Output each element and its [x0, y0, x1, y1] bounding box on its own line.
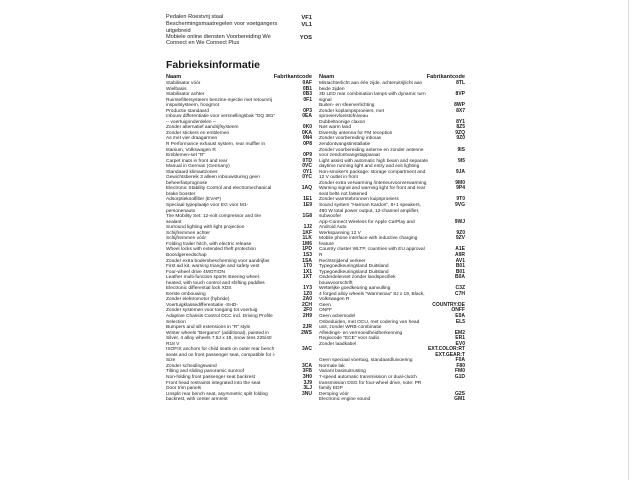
- left-rows-container: [166, 81, 312, 403]
- manufacturer-code: 1PD: [302, 246, 312, 253]
- factory-info-row: [319, 220, 465, 231]
- equipment-name: Schijfremmen vóór: [166, 236, 206, 242]
- manufacturer-code: 9Z0: [456, 229, 465, 236]
- factory-info-row: [166, 114, 312, 125]
- manufacturer-code: 2H9: [302, 312, 312, 319]
- equipment-name: 3D LED rear combination lamps with dynamic turn signal: [319, 92, 426, 103]
- equipment-name: R: [319, 252, 323, 258]
- equipment-name: Zonder laadkabel: [319, 341, 357, 347]
- manufacturer-code: 0KA: [301, 129, 312, 136]
- equipment-name: 7-speed automatic transmission or dual-clutch transmission DSG for four-wheel drive, note: PR family EDP: [319, 374, 422, 392]
- equipment-name: Inbouw differentiatie voor versnellingsbak "DQ 381" -- voertuigonderdelen --: [166, 114, 276, 125]
- top-equipment-row: [166, 34, 312, 47]
- manufacturer-code: 8WP: [454, 102, 465, 109]
- manufacturer-code: 8Y1: [456, 118, 465, 125]
- equipment-name: Geen actiemodel: [319, 313, 356, 319]
- equipment-name: R Performance exhaust system, rear muffler in titanium, Volkswagen R: [166, 142, 266, 153]
- manufacturer-code: G2S: [454, 390, 465, 397]
- factory-info-row: [319, 92, 465, 103]
- factory-info-row: [166, 275, 312, 286]
- equipment-name: Eerste ombouwing: [166, 291, 206, 297]
- equipment-name: Ruimtefiltersysteem benzine-injectie met retourvrij inspuitsysteem, hoogmot: [166, 97, 273, 109]
- manufacturer-code: 3NU: [301, 390, 312, 397]
- factory-info-row: [319, 186, 465, 197]
- manufacturer-code: ER1: [455, 335, 465, 342]
- equipment-name: Zonder warmtebronnen kuipsproeiers: [319, 197, 399, 203]
- factory-info-row: [319, 203, 465, 220]
- equipment-name: Geen: [319, 302, 331, 308]
- equipment-name: Adsorptiekoolfilter (EVAP): [166, 197, 222, 203]
- factory-info-row: [319, 81, 465, 92]
- manufacturer-code: 9M0: [455, 179, 465, 186]
- equipment-name: As met vier draagarmen: [166, 136, 218, 142]
- factory-info-row: [319, 397, 465, 403]
- equipment-name: Onbeduiden, met OCU, met codering van head unit, zonder WRB-combinatie: [319, 319, 420, 331]
- equipment-name: Zonder systemen voor toegang tot voertuig: [166, 308, 258, 314]
- equipment-name: Onderdelenset zonder landspecifiek bouwvoorschrift: [319, 275, 396, 286]
- page-edge-divider: [628, 0, 629, 480]
- equipment-code: VL1: [301, 22, 312, 29]
- equipment-name: Front head restraints integrated into the seat: [166, 380, 261, 386]
- manufacturer-code: 8VP: [455, 91, 465, 98]
- equipment-name: Warning signal and warning light for front and rear seat belts not fastened: [319, 186, 426, 197]
- manufacturer-code: 0Y1: [303, 168, 312, 175]
- manufacturer-code: 1Y3: [303, 285, 312, 292]
- manufacturer-code: 2WS: [301, 329, 312, 336]
- equipment-name: Winter wheels "Bergamo" (additional), painted in Silver, 4 alloy wheels 7.5J x 18, snow tires 225/40 R18 V: [166, 330, 272, 347]
- equipment-name: Emblemen-set "R": [166, 153, 206, 159]
- equipment-name: Beschermingsmaatregelen voor voetgangers uitgebreid: [166, 21, 278, 34]
- factory-info-row: [166, 314, 312, 325]
- manufacturer-code: ONFF: [451, 307, 465, 314]
- manufacturer-code: C3Z: [455, 285, 465, 292]
- factory-info-row: [166, 331, 312, 348]
- manufacturer-code: 2JR: [302, 324, 312, 331]
- manufacturer-code: 1LK: [302, 235, 312, 242]
- equipment-name: App-Connect Wireless for Apple CarPlay and Android Auto: [319, 219, 415, 231]
- factory-info-row: [166, 392, 312, 403]
- equipment-name: Productie standaard: [166, 108, 209, 114]
- equipment-name: Rechtsrijdend verkeer: [319, 258, 366, 264]
- equipment-name: Sound system "Harman Kardon", 8+1 speakers, 480 W total power output, 12-channel amplifier, subwoofer: [319, 203, 421, 220]
- equipment-name: Mobiele online diensten Voorbereiding We Connect en We Connect Plus: [166, 33, 271, 47]
- equipment-name: Pedalen Roestvrij staal: [166, 14, 224, 20]
- factory-info-row: [166, 214, 312, 225]
- manufacturer-code: 1XT: [302, 274, 312, 281]
- manufacturer-code: 2CH: [301, 301, 312, 308]
- manufacturer-code: 1E9: [303, 202, 312, 209]
- equipment-code: YOS: [299, 34, 312, 41]
- manufacturer-code: 1E1: [303, 196, 312, 203]
- manufacturer-code: EM2: [454, 329, 465, 336]
- equipment-name: Adaptive Chassis Control DCC incl. Driving Profile Selection: [166, 313, 273, 325]
- equipment-name: Werkspanning 12 V: [319, 230, 361, 236]
- equipment-name: Schijfremmen achter: [166, 230, 210, 236]
- manufacturer-code: 0AF: [302, 80, 312, 86]
- manufacturer-code: 2F0: [303, 307, 312, 314]
- manufacturer-code: 8X7: [456, 107, 465, 114]
- equipment-name: Mistachterlicht aan één zijde, achteruitrijlicht aan beide zijden: [319, 81, 423, 92]
- manufacturer-code: 1G8: [302, 213, 312, 220]
- manufacturer-code: E0A: [455, 312, 465, 319]
- manufacturer-code: 0B3: [302, 91, 312, 98]
- top-equipment-row: [166, 21, 312, 34]
- factory-info-row: [319, 236, 465, 247]
- manufacturer-code: 0B1: [302, 85, 312, 92]
- equipment-name: Non-folding front passenger seat backrest: [166, 374, 256, 380]
- manufacturer-code: FM0: [455, 368, 465, 375]
- equipment-name: Standaard klimaatzones: [166, 169, 218, 175]
- manufacturer-code: 0K0: [302, 124, 312, 131]
- equipment-name: Zonder voorbereiding anterne en zonder antenne voor zendontvangstapparaat: [319, 147, 424, 159]
- manufacturer-code: 1T0: [303, 263, 312, 270]
- manufacturer-code: 1S3: [303, 251, 312, 258]
- manufacturer-code: 0P9: [303, 152, 312, 159]
- equipment-name: Tire Mobility Set: 12-volt compressor and tire sealant: [166, 214, 261, 225]
- equipment-name: Mobile phone interface with inductive charging feature: [319, 236, 418, 247]
- equipment-name: Zonder elektromotor (hybride): [166, 297, 230, 303]
- manufacturer-code: 0F1: [303, 96, 312, 103]
- equipment-name: Typegoedkeuringsland Duitsland: [319, 264, 389, 270]
- equipment-name: Carpet mats in front and rear: [166, 158, 228, 164]
- equipment-name: Surround lighting with light projection: [166, 225, 245, 231]
- equipment-code: VF1: [301, 15, 312, 21]
- factory-info-row: [166, 186, 312, 197]
- manufacturer-code: A9R: [454, 251, 465, 258]
- factory-info-row: [319, 320, 465, 331]
- factory-info-row: [166, 347, 312, 364]
- equipment-name: Buiten- en sfeerverlichting: [319, 103, 375, 109]
- factory-info-row: [319, 148, 465, 159]
- top-equipment-list: [166, 14, 312, 46]
- equipment-name: Zonder stickers en emblemen: [166, 130, 230, 136]
- equipment-name: Voertuigklassedifferentiatie -SHD-: [166, 302, 238, 308]
- equipment-name: Wielbasis: [166, 86, 187, 92]
- equipment-name: Diversity antenna for FM reception: [319, 130, 393, 136]
- manufacturer-code: 3J9: [303, 379, 312, 386]
- manufacturer-code: COUNTRY:DE: [432, 301, 465, 308]
- equipment-name: Stabilisator achter: [166, 92, 205, 98]
- factory-info-row: [319, 109, 465, 120]
- equipment-name: Zonder alternatief aandrijfsysteem: [166, 125, 239, 131]
- manufacturer-code: 1J2: [303, 224, 312, 231]
- manufacturer-code: 0N4: [302, 135, 312, 142]
- name-column-header: Naam: [319, 74, 335, 80]
- manufacturer-code: 9ZQ: [455, 129, 465, 136]
- manufacturer-code: 9I5: [458, 157, 465, 164]
- manufacturer-code: 0P8: [303, 141, 312, 148]
- equipment-name: First aid kit, warning triangle and safety vest: [166, 264, 260, 270]
- equipment-name: Typegoedkeuringsland Duitsland: [319, 269, 389, 275]
- manufacturer-code: GM1: [454, 396, 465, 403]
- manufacturer-code: B01: [455, 263, 465, 270]
- column-header: [319, 74, 465, 81]
- factory-info-row: [319, 159, 465, 170]
- manufacturer-code: EXT.COLOR:RT: [428, 346, 465, 353]
- equipment-name: Dubbeltoonige claxon: [319, 119, 366, 125]
- manufacturer-code: 1KF: [302, 229, 312, 236]
- manufacturer-code: 3H0: [302, 373, 312, 380]
- right-rows-container: [319, 81, 465, 403]
- equipment-name: Demping vóór: [319, 391, 349, 397]
- equipment-name: Regiocode "ECE" voor radio: [319, 336, 380, 342]
- manufacturer-code: EXT.GEAR:T: [435, 351, 465, 358]
- equipment-name: Country cluster WLTP, countries with EU approval: [319, 247, 425, 253]
- equipment-name: Electronic engine sound: [319, 397, 371, 403]
- manufacturer-code: 1Z0: [303, 290, 312, 297]
- manufacturer-code: 1X1: [303, 268, 312, 275]
- factory-info-left-column: [166, 74, 312, 403]
- manufacturer-code: 3CA: [301, 362, 312, 369]
- equipment-name: Boordgereedschap: [166, 252, 207, 258]
- manufacturer-code: 9VG: [454, 202, 465, 209]
- manufacturer-code: 9P4: [456, 185, 465, 192]
- equipment-name: Door trim panels: [166, 386, 202, 392]
- equipment-name: Zonder scheidingswand: [166, 363, 217, 369]
- manufacturer-code: F0A: [455, 357, 465, 364]
- equipment-name: Manual in German (Germany): [166, 164, 230, 170]
- equipment-name: Zonder koplampsproeiers, met sproeiervloeistofniveau: [319, 108, 385, 120]
- manufacturer-code: 1AQ: [301, 185, 312, 192]
- manufacturer-code: EL5: [455, 318, 465, 325]
- equipment-name: Electronic differential lock XDS: [166, 286, 232, 292]
- equipment-name: Geen speciaal voertuig, standaardluivoering: [319, 358, 413, 364]
- factory-info-row: [319, 136, 465, 147]
- equipment-name: Wettelijke goedkeuring aanvulling: [319, 286, 391, 292]
- top-equipment-row: [166, 14, 312, 21]
- manufacturer-code: 0P3: [303, 107, 312, 114]
- factory-info-right-column: [319, 74, 465, 403]
- manufacturer-code: 9WJ: [454, 218, 465, 225]
- manufacturer-code: 2A0: [302, 296, 312, 303]
- manufacturer-code: 8TL: [456, 80, 465, 86]
- equipment-name: Normale lak: [319, 363, 345, 369]
- manufacturer-code: 8Z5: [456, 124, 465, 131]
- name-column-header: Naam: [166, 74, 182, 80]
- factory-info-row: [166, 142, 312, 153]
- manufacturer-code: B0A: [454, 274, 465, 281]
- equipment-name: ISOFIX anchors for child seats on outer rear bench seats and on front passenger seat, compatible for i-Size: [166, 347, 276, 364]
- equipment-name: 4 forged alloy wheels "Warmenau" 8J x 19, Black, Volkswagen R: [319, 291, 425, 303]
- manufacturer-code: B01: [455, 268, 465, 275]
- equipment-name: Non-smoker's package: storage compartment and 12 V outlet in front: [319, 169, 426, 181]
- code-column-header: Fabrikantcode: [426, 74, 465, 80]
- manufacturer-code: 0EA: [302, 113, 312, 120]
- equipment-name: Wheel locks with extended theft protection: [166, 247, 256, 253]
- equipment-name: Stabilisator vóór: [166, 81, 201, 86]
- manufacturer-code: 9ZV: [455, 235, 465, 242]
- manufacturer-code: 3FB: [302, 368, 312, 375]
- manufacturer-code: 9T0: [456, 196, 465, 203]
- manufacturer-code: EV0: [455, 340, 465, 347]
- equipment-name: Speciaal typeplaatje voor EG voor M1-personenauto: [166, 203, 249, 214]
- equipment-name: Bumpers and sill extensions in "R" style: [166, 325, 251, 331]
- manufacturer-code: AV1: [455, 257, 465, 264]
- equipment-name: Light assist with automatic high beam and separate daytime running light and entry and exit lighting: [319, 158, 429, 170]
- factory-info-row: [166, 98, 312, 109]
- manufacturer-code: A1E: [455, 246, 465, 253]
- manufacturer-code: 3LJ: [303, 385, 312, 392]
- equipment-name: Variant basisuitrusting: [319, 369, 366, 375]
- code-column-header: Fabrikantcode: [273, 74, 312, 80]
- equipment-name: Unsplit rear bench seat, asymmetric split folding backrest, with center armrest: [166, 391, 268, 403]
- manufacturer-code: C7H: [454, 290, 465, 297]
- equipment-name: Folding trailer hitch, with electric release: [166, 241, 252, 247]
- equipment-name: Zonder extra bodembescherming voor aandrijfas: [166, 258, 270, 264]
- equipment-name: ONFF: [319, 308, 333, 314]
- column-header: [166, 74, 312, 81]
- equipment-name: Afleidings- en verrnoeidheidherkenning: [319, 330, 403, 336]
- equipment-name: Gewichtsbereik 3 alleen inbouwsturing geen beheerfasprognose: [166, 175, 260, 186]
- factory-info-row: [166, 175, 312, 186]
- manufacturer-code: 1SA: [302, 257, 312, 264]
- section-title: Fabrieksinformatie: [166, 59, 260, 71]
- factory-info-row: [166, 203, 312, 214]
- equipment-name: Zonder extra verwarming /interieurvoorverwarming: [319, 180, 427, 186]
- manufacturer-code: F80: [456, 362, 465, 369]
- factory-info-row: [319, 375, 465, 392]
- equipment-name: Zonder voorbereiding inbouw zendontvangstinstallatie: [319, 136, 382, 148]
- manufacturer-code: G1D: [454, 373, 465, 380]
- manufacturer-code: 1M6: [302, 240, 312, 247]
- manufacturer-code: 9JA: [455, 168, 465, 175]
- equipment-name: Four-wheel drive 4MOTION: [166, 269, 225, 275]
- manufacturer-code: 0YC: [302, 174, 312, 181]
- equipment-name: Niet warm land: [319, 125, 351, 131]
- equipment-name: Tilting and sliding panoramic sunroof: [166, 369, 244, 375]
- manufacturer-code: 9IS: [457, 146, 465, 153]
- manufacturer-code: 9Z0: [456, 135, 465, 142]
- factory-info-row: [319, 170, 465, 181]
- manufacturer-code: 0TD: [302, 157, 312, 164]
- equipment-name: Electronic Stability Control and electromechanical brake booster: [166, 186, 272, 197]
- manufacturer-code: 3AC: [301, 346, 312, 353]
- manufacturer-code: 0VC: [302, 163, 312, 170]
- equipment-name: Leather multi-function sports steering wheel, heated, with touch control and shifting paddles: [166, 275, 265, 286]
- factory-info-row: [319, 275, 465, 286]
